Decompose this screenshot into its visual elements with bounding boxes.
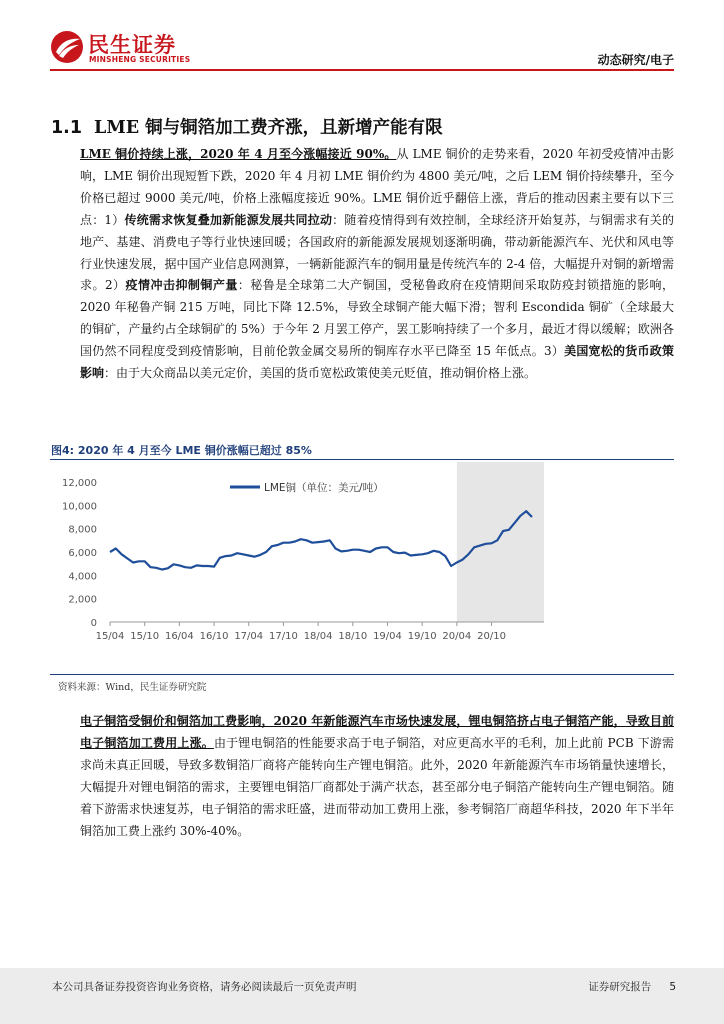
y-tick-label: 2,000 [68, 594, 97, 606]
x-tick-label: 18/10 [338, 631, 368, 642]
page-header [0, 0, 724, 72]
lme-copper-price-chart [50, 462, 674, 672]
factor-3-heading: 美国宽松的货币政策影响 [80, 344, 674, 381]
body-paragraph-1 [80, 144, 674, 385]
y-tick-label: 4,000 [68, 571, 97, 583]
paragraph-text: ：秘鲁是全球第二大产铜国，受秘鲁政府在疫情期间采取防疫封锁措施的影响，2020 年秘鲁产铜 215 万吨，同比下降 12.5%，导致全球铜产能大幅下滑；智利 Escondida 铜矿（全球最大的铜矿，产量约占全球铜矿的 5%）于今年 2 月罢工停产，罢工影响持续了一个多月，最近才得以缓解；欧洲各国仍然不同程度受到疫情影响，目前伦敦金属交易所的铜库存水平已降至 15 年低点。3） [80, 278, 674, 359]
body-paragraph-2 [80, 711, 674, 842]
figure-bottom-rule [50, 674, 674, 675]
paragraph-lead-highlight: LME 铜价持续上涨，2020 年 4 月至今涨幅接近 90%。 [80, 147, 397, 161]
x-tick-label: 16/10 [199, 631, 229, 642]
y-axis [62, 478, 97, 629]
factor-2-heading: 疫情冲击抑制铜产量 [125, 278, 238, 293]
paragraph-text: ：随着疫情得到有效控制，全球经济开始复苏，与铜需求有关的地产、基建、消费电子等行业快速回暖；各国政府的新能源发展规划逐渐明确，带动新能源汽车、光伏和风电等行业快速发展，据中国产业信息网测算，一辆新能源汽车的铜用量是传统汽车的 2-4 倍，大幅提升对铜的新增需求。2） [80, 212, 674, 293]
paragraph-lead-highlight: 电子铜箔受铜价和铜箔加工费影响，2020 年新能源汽车市场快速发展，锂电铜箔挤占电子铜箔产能，导致目前电子铜箔加工费用上涨。 [80, 714, 674, 750]
paragraph-text: 由于锂电铜箔的性能要求高于电子铜箔，对应更高水平的毛利，加上此前 PCB 下游需求尚未真正回暖，导致多数铜箔厂商将产能转向生产锂电铜箔。此外，2020 年新能源汽车市场销量快速增长，大幅提升对锂电铜箔的需求，主要锂电铜箔厂商都处于满产状态，甚至部分电子铜箔产能转向生产锂电铜箔。随着下游需求快速复苏，电子铜箔的需求旺盛，进而带动加工费用上涨，参考铜箔厂商超华科技，2020 年下半年铜箔加工费上涨约 30%-40%。 [80, 735, 674, 838]
x-tick-label: 16/04 [164, 631, 194, 642]
y-tick-label: 10,000 [62, 501, 97, 513]
x-axis [96, 622, 506, 642]
x-tick-label: 17/04 [234, 631, 264, 642]
legend-label: LME铜（单位：美元/吨） [264, 482, 384, 494]
x-tick-label: 19/10 [407, 631, 437, 642]
section-title [51, 114, 443, 139]
x-tick-label: 19/04 [373, 631, 402, 642]
footer-disclaimer: 本公司具备证券投资咨询业务资格，请务必阅读最后一页免责声明 [52, 981, 357, 993]
x-tick-label: 15/10 [130, 631, 160, 642]
header-divider [50, 69, 674, 71]
figure-title: 图4: 2020 年 4 月至今 LME 铜价涨幅已超过 85% [51, 444, 312, 457]
x-tick-label: 20/10 [477, 631, 506, 642]
y-tick-label: 6,000 [68, 548, 97, 559]
page-footer [0, 968, 724, 1024]
document-type: 动态研究/电子 [597, 53, 674, 67]
figure-top-rule [50, 459, 674, 460]
shaded-period [457, 462, 544, 622]
paragraph-text: ：由于大众商品以美元定价，美国的货币宽松政策使美元贬值，推动铜价格上涨。 [104, 366, 537, 381]
y-tick-label: 0 [90, 618, 97, 629]
section-number: 1.1 [51, 118, 83, 138]
x-tick-label: 18/04 [303, 631, 333, 642]
logo-chinese-name: 民生证券 [88, 33, 176, 57]
x-tick-label: 17/10 [269, 631, 298, 642]
factor-1-heading: 传统需求恢复叠加新能源发展共同拉动 [124, 212, 333, 227]
x-tick-label: 15/04 [95, 631, 125, 642]
minsheng-logo-icon [50, 30, 84, 64]
page-number: 5 [669, 981, 676, 993]
logo-english-name: MINSHENG SECURITIES [89, 55, 191, 64]
y-tick-label: 8,000 [68, 524, 97, 536]
footer-report-type: 证券研究报告 [588, 981, 652, 993]
section-title-text: LME 铜与铜箔加工费齐涨，且新增产能有限 [94, 118, 443, 138]
figure-source: 资料来源：Wind，民生证券研究院 [58, 682, 207, 693]
footer-right [570, 979, 676, 994]
y-tick-label: 12,000 [62, 478, 97, 489]
paragraph-text: 从 LME 铜价的走势来看，2020 年初受疫情冲击影响，LME 铜价出现短暂下跌，2020 年 4 月初 LME 铜价约为 4800 美元/吨，之后 LEM 铜价持续攀升，至今价格已超过 9000 美元/吨，价格上涨幅度接近 90%。LME 铜价近乎翻倍上涨，背后的推动因素主要有以下三点：1） [80, 147, 674, 227]
x-tick-label: 20/04 [442, 631, 472, 642]
